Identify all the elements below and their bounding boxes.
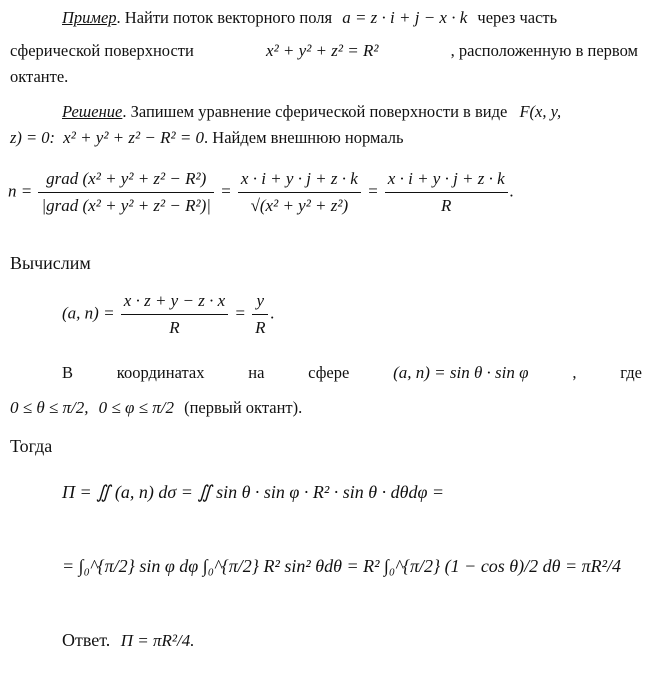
coords-word-1: В: [62, 363, 74, 382]
sphere-equation: x² + y² + z² = R²: [266, 41, 379, 60]
answer-value: Π = πR²/4.: [120, 631, 195, 650]
normal-vector-formula: n = $\frac{\text{grad (x² + y² + z² − R²)}}{\text{|grad (x² + y² + z² − R²)|}}$ = $\frac{x \cdot i + y \cdot j + z \cdot k}{\text{√(x² + y² + z²)}}$ = $\frac{x \cdot i + y \cdot j + z \cdot k}{R}$ .: [8, 169, 514, 215]
answer-line: [62, 630, 195, 651]
coords-word-2: координатах: [116, 363, 205, 382]
spherical-formula: (a, n) = sin θ · sin φ: [393, 363, 529, 382]
normal-denominator-3: R: [441, 196, 452, 215]
dot-product-formula: (a, n) = $\frac{x \cdot z + y - z \cdot x}{R}$ = $\frac{y}{R}$ .: [62, 291, 275, 337]
solution-line-2: [10, 128, 404, 148]
example-line-3: октанте.: [10, 67, 69, 86]
dot-denominator-2: R: [255, 318, 266, 337]
dot-product-lhs: (a, n) =: [62, 303, 115, 323]
vector-field-formula: a = z · i + j − x · k: [342, 8, 468, 27]
coords-word-4: сфере: [308, 363, 350, 382]
answer-label: Ответ.: [62, 630, 111, 650]
surface-equation: x² + y² + z² − R² = 0: [63, 128, 205, 147]
normal-numerator-1: grad (x² + y² + z² − R²): [38, 168, 213, 193]
dot-denominator-1: R: [169, 318, 180, 337]
then-heading: Тогда: [10, 436, 53, 456]
coords-line-2: [10, 398, 302, 418]
normal-fraction-1: [38, 168, 213, 217]
example-text-2-end: , расположенную в первом: [450, 41, 638, 60]
normal-lhs: n =: [8, 181, 33, 201]
theta-range: 0 ≤ θ ≤ π/2,: [10, 398, 89, 417]
coords-word-3: на: [248, 363, 265, 382]
normal-fraction-2: [238, 168, 361, 217]
octant-note: (первый октант).: [184, 398, 303, 417]
solution-text-2: . Найдем внешнюю нормаль: [204, 128, 404, 147]
flux-equation-1: Π = ∬ (a, n) dσ = ∬ sin θ · sin φ · R² · sin θ · dθdφ =: [62, 482, 445, 502]
example-text-end: через часть: [477, 8, 558, 27]
solution-label: Решение: [62, 102, 123, 121]
normal-numerator-2: x · i + y · j + z · k: [238, 168, 361, 193]
dot-fraction-1: [121, 290, 228, 339]
coords-comma: ,: [572, 363, 577, 382]
example-line-1: [62, 8, 557, 28]
implicit-function-start: F(x, y,: [519, 102, 562, 121]
compute-heading: Вычислим: [10, 253, 91, 273]
example-line-2: [10, 41, 638, 61]
phi-range: 0 ≤ φ ≤ π/2: [98, 398, 174, 417]
implicit-function-end: z) = 0:: [10, 128, 56, 147]
dot-numerator-2: y: [252, 290, 268, 315]
normal-numerator-3: x · i + y · j + z · k: [385, 168, 508, 193]
normal-fraction-3: [385, 168, 508, 217]
solution-line-1: [62, 102, 642, 122]
coords-word-5: где: [620, 363, 642, 382]
normal-denominator-1: |grad (x² + y² + z² − R²)|: [41, 196, 211, 215]
example-text: . Найти поток векторного поля: [116, 8, 333, 27]
coords-line-1: [62, 363, 642, 383]
flux-equation-2: = ∫₀^{π/2} sin φ dφ ∫₀^{π/2} R² sin² θdθ = R² ∫₀^{π/2} (1 − cos θ)/2 dθ = πR²/4: [62, 556, 622, 576]
normal-denominator-2: √(x² + y² + z²): [250, 196, 349, 215]
example-text-2: сферической поверхности: [10, 41, 194, 60]
dot-fraction-2: [252, 290, 268, 339]
example-label: Пример: [62, 8, 117, 27]
dot-numerator-1: x · z + y − z · x: [121, 290, 228, 315]
solution-text: . Запишем уравнение сферической поверхности в виде: [122, 102, 508, 121]
